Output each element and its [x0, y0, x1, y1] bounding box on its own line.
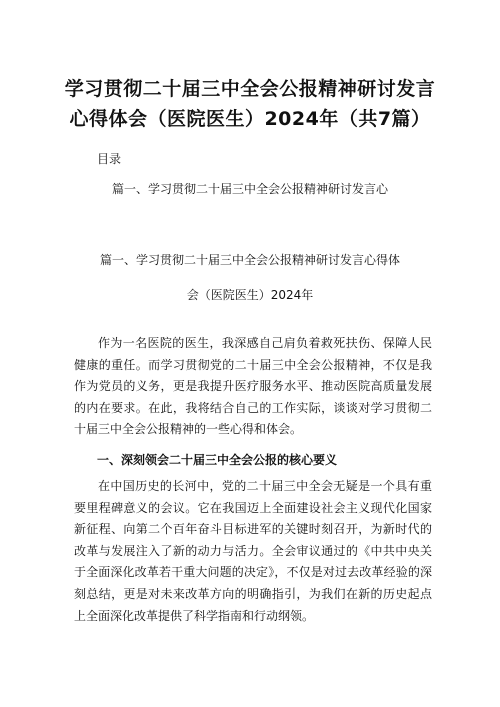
section-title-line-2: 会（医院医生）2024年 [186, 288, 314, 302]
toc-heading: 目录 [97, 152, 122, 166]
section-subheading: 一、深刻领会二十届三中全会公报的核心要义 [97, 453, 338, 467]
section-title-line-1: 篇一、学习贯彻二十届三中全会公报精神研讨发言心得体 [99, 253, 400, 267]
body-paragraph-2: 在中国历史的长河中，党的二十届三中全会无疑是一个具有重要里程碑意义的会议。它在我国迈上全面建设社会主义现代化国家新征程、向第二个百年奋斗目标进军的关键时刻召开，为新时代的改革与发展注入了新的动力与活力。全会审议通过的《中共中央关于全面深化改革若干重大问题的决定》，不仅是对过去改革经验的深刻总结，更是对未来改革方向的明确指引，为我们在新的历史起点上全面深化改革提供了科学指南和行动纲领。 [74, 479, 432, 623]
document-title: 学习贯彻二十届三中全会公报精神研讨发言心得体会（医院医生）2024年（共7篇） [64, 78, 436, 130]
toc-item: 篇一、学习贯彻二十届三中全会公报精神研讨发言心 [112, 182, 389, 196]
body-paragraph-1: 作为一名医院的医生，我深感自己肩负着救死扶伤、保障人民健康的重任。而学习贯彻党的二十届三中全会公报精神，不仅是我作为党员的义务，更是我提升医疗服务水平、推动医院高质量发展的内在要求。在此，我将结合自己的工作实际，谈谈对学习贯彻二十届三中全会公报精神的一些心得和体会。 [74, 336, 432, 437]
